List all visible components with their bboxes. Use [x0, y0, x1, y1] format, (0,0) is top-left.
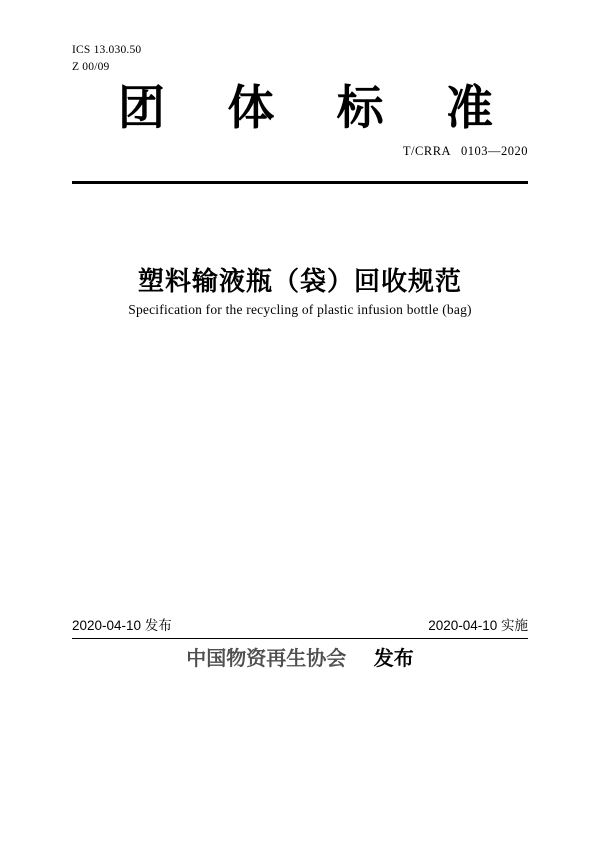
ics-classification-block: [72, 42, 141, 76]
implementation-date: 2020-04-10 实施: [428, 618, 528, 633]
standard-number: T/CRRA 0103—2020: [402, 144, 528, 158]
page-title-english: Specification for the recycling of plastic infusion bottle (bag): [128, 302, 472, 317]
classification-code: Z 00/09: [72, 61, 110, 73]
doc-type-char: 标: [336, 81, 384, 134]
doc-type-char: 准: [445, 81, 493, 134]
issuer-name: 中国物资再生协会: [186, 648, 347, 670]
issue-date: 2020-04-10 发布: [72, 618, 172, 633]
doc-type-char: 团: [118, 81, 165, 134]
page-title: 塑料输液瓶（袋）回收规范: [137, 266, 462, 296]
date-row: [72, 614, 528, 639]
ics-code: ICS 13.030.50: [72, 44, 142, 56]
document-type-title: [118, 82, 493, 134]
doc-type-char: 体: [227, 81, 275, 134]
issuer-action-label: 发布: [373, 648, 414, 670]
header-divider-rule: [72, 181, 528, 184]
issuer-row: [0, 642, 600, 671]
